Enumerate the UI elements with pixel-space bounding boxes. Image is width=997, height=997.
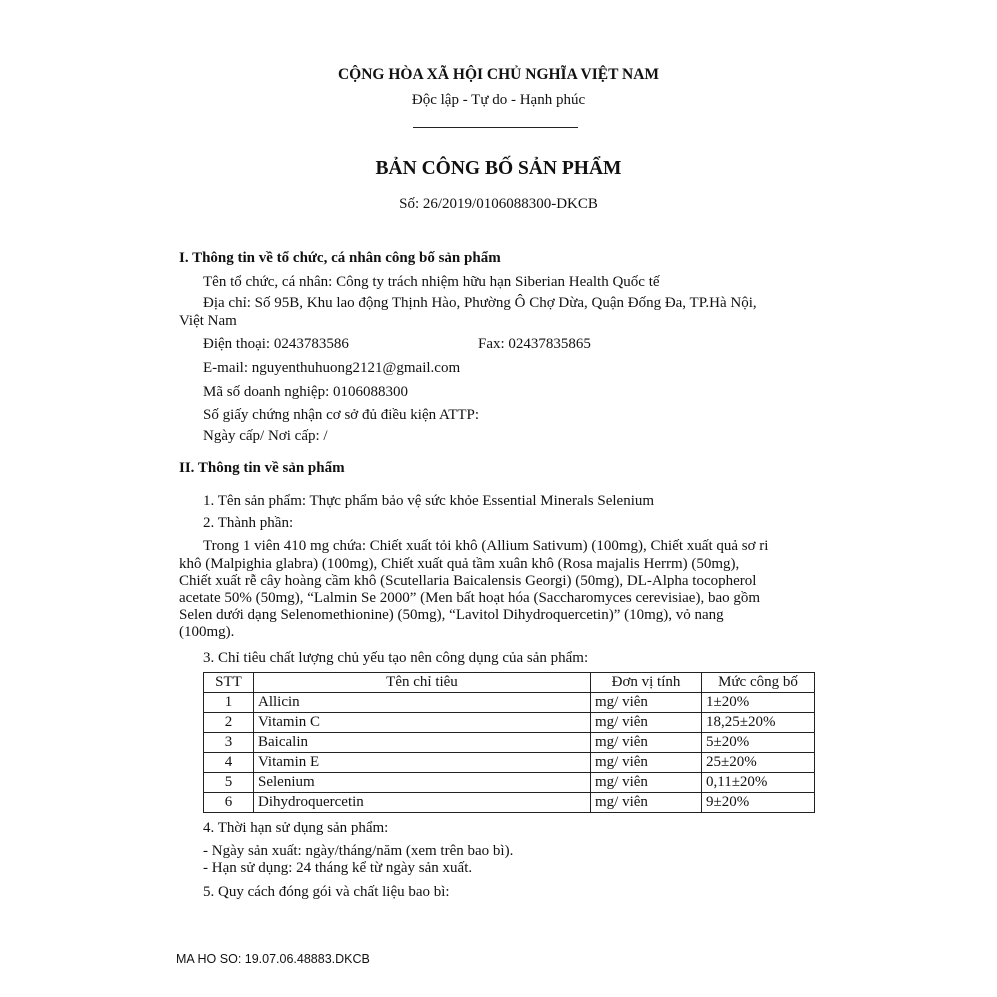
business-code: Mã số doanh nghiệp: 0106088300 [203, 384, 408, 400]
cell-stt: 2 [204, 713, 254, 733]
cell-name: Selenium [254, 773, 591, 793]
ingredients-line: Selen dưới dạng Selenomethionine) (50mg), “Lavitol Dihydroquercetin)” (10mg), vỏ nang [179, 607, 724, 623]
cell-unit: mg/ viên [591, 773, 702, 793]
ingredients-line: khô (Malpighia glabra) (100mg), Chiết xuất quả tầm xuân khô (Rosa majalis Herrm) (50mg), [179, 556, 740, 572]
food-safety-certificate: Số giấy chứng nhận cơ sở đủ điều kiện ATTP: [203, 407, 480, 423]
cell-stt: 6 [204, 793, 254, 813]
cell-name: Vitamin E [254, 753, 591, 773]
section-2-heading: II. Thông tin về sản phẩm [179, 460, 345, 476]
cell-name: Vitamin C [254, 713, 591, 733]
address-line-1: Địa chỉ: Số 95B, Khu lao động Thịnh Hào, Phường Ô Chợ Dừa, Quận Đống Đa, TP.Hà Nội, [203, 295, 757, 311]
quality-table [203, 672, 815, 813]
column-header-unit: Đơn vị tính [591, 673, 702, 693]
national-motto: Độc lập - Tự do - Hạnh phúc [411, 92, 586, 108]
cell-stt: 4 [204, 753, 254, 773]
ingredients-line: (100mg). [179, 624, 235, 640]
fax: Fax: 02437835865 [478, 336, 591, 352]
national-title: CỘNG HÒA XÃ HỘI CHỦ NGHĨA VIỆT NAM [337, 66, 660, 83]
packaging-heading: 5. Quy cách đóng gói và chất liệu bao bì: [203, 884, 450, 900]
record-code-footer: MA HO SO: 19.07.06.48883.DKCB [176, 952, 370, 966]
expiry: - Hạn sử dụng: 24 tháng kể từ ngày sản xuất. [203, 860, 473, 876]
header-divider [413, 127, 578, 128]
ingredients-line: Trong 1 viên 410 mg chứa: Chiết xuất tỏi khô (Allium Sativum) (100mg), Chiết xuất quả sơ ri [203, 538, 769, 554]
cell-value: 25±20% [702, 753, 815, 773]
ingredients-line: acetate 50% (50mg), “Lalmin Se 2000” (Men bất hoạt hóa (Saccharomyces cerevisiae), bao gồm [179, 590, 761, 606]
ingredients-heading: 2. Thành phần: [203, 515, 294, 531]
table-header-row [204, 673, 815, 693]
table-row [204, 733, 815, 753]
cell-value: 1±20% [702, 693, 815, 713]
column-header-stt: STT [204, 673, 254, 693]
cell-value: 18,25±20% [702, 713, 815, 733]
issue-date-place: Ngày cấp/ Nơi cấp: / [203, 428, 328, 444]
cell-unit: mg/ viên [591, 733, 702, 753]
table-row [204, 693, 815, 713]
quality-heading: 3. Chỉ tiêu chất lượng chủ yếu tạo nên công dụng của sản phẩm: [203, 650, 589, 666]
cell-stt: 1 [204, 693, 254, 713]
table-row [204, 773, 815, 793]
cell-value: 5±20% [702, 733, 815, 753]
cell-name: Dihydroquercetin [254, 793, 591, 813]
address-line-2: Việt Nam [179, 313, 237, 329]
org-name: Tên tổ chức, cá nhân: Công ty trách nhiệm hữu hạn Siberian Health Quốc tế [203, 274, 660, 290]
cell-unit: mg/ viên [591, 713, 702, 733]
cell-stt: 3 [204, 733, 254, 753]
manufacture-date: - Ngày sản xuất: ngày/tháng/năm (xem trên bao bì). [203, 843, 514, 859]
shelf-life-heading: 4. Thời hạn sử dụng sản phẩm: [203, 820, 389, 836]
cell-value: 9±20% [702, 793, 815, 813]
cell-stt: 5 [204, 773, 254, 793]
column-header-name: Tên chỉ tiêu [254, 673, 591, 693]
document-title: BẢN CÔNG BỐ SẢN PHẨM [375, 158, 622, 179]
product-name: 1. Tên sản phẩm: Thực phẩm bảo vệ sức khỏe Essential Minerals Selenium [203, 493, 655, 509]
table-row [204, 753, 815, 773]
section-1-heading: I. Thông tin về tổ chức, cá nhân công bố sản phẩm [179, 250, 501, 266]
email: E-mail: nguyenthuhuong2121@gmail.com [203, 360, 461, 376]
cell-value: 0,11±20% [702, 773, 815, 793]
cell-unit: mg/ viên [591, 793, 702, 813]
phone: Điện thoại: 0243783586 [203, 336, 349, 352]
cell-name: Allicin [254, 693, 591, 713]
cell-name: Baicalin [254, 733, 591, 753]
column-header-value: Mức công bố [702, 673, 815, 693]
document-number: Số: 26/2019/0106088300-DKCB [399, 196, 598, 212]
table-row [204, 793, 815, 813]
ingredients-line: Chiết xuất rễ cây hoàng cầm khô (Scutellaria Baicalensis Georgi) (50mg), DL-Alpha tocopherol [179, 573, 757, 589]
cell-unit: mg/ viên [591, 753, 702, 773]
cell-unit: mg/ viên [591, 693, 702, 713]
table-row [204, 713, 815, 733]
